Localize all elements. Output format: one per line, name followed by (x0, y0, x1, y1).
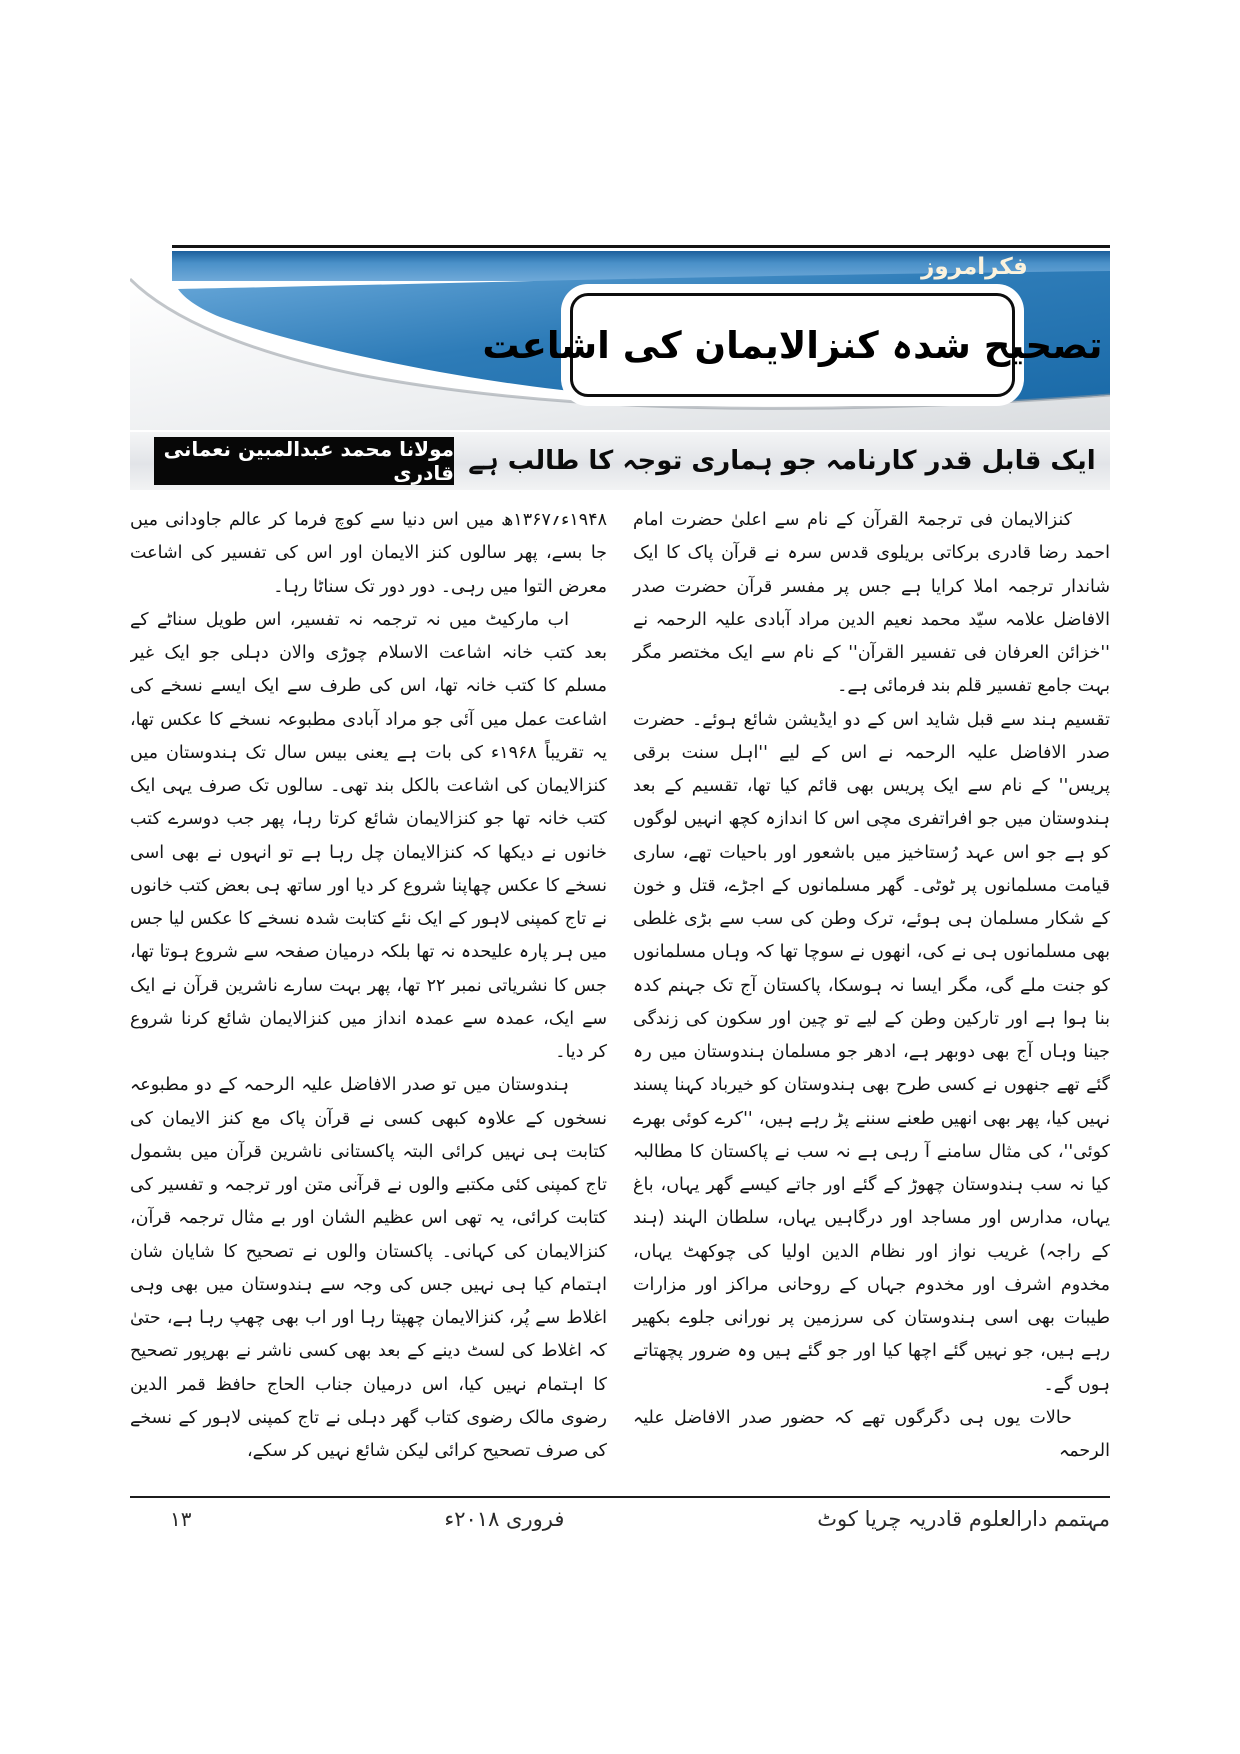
article-body (130, 504, 1110, 1486)
page-footer (130, 1496, 1110, 1531)
byline-strip (130, 432, 1110, 490)
masthead-label: فکرامروز (921, 254, 1028, 280)
footer-date: فروری ۲۰۱۸ء (444, 1507, 565, 1531)
article-title: تصحیح شدہ کنزالایمان کی اشاعت (482, 323, 1103, 367)
title-box (482, 293, 1103, 397)
paragraph: حالات یوں ہی دگرگوں تھے کہ حضور صدر الافاضل علیہ الرحمہ (633, 1407, 1110, 1461)
column-right (633, 504, 1110, 1486)
article-header-banner (130, 245, 1110, 430)
magazine-page (130, 245, 1110, 1531)
page-number: ۱۳ (170, 1507, 192, 1531)
paragraph: تقسیم ہند سے قبل شاید اس کے دو ایڈیشن شائع ہوئے۔ حضرت صدر الافاضل علیہ الرحمہ نے اس کے لیے ''اہل سنت برقی پریس'' کے نام سے ایک پریس بھی قائم کیا تھا، تقسیم کے بعد ہندوستان میں جو افراتفری مچی اس کا اندازہ کچھ انہیں لوگوں کو ہے جو اس عہد رُستاخیز میں باشعور اور باحیات تھے، ساری قیامت مسلمانوں پر ٹوٹی۔ گھر مسلمانوں کے اجڑے، قتل و خون کے شکار مسلمان ہی ہوئے، ترک وطن کی سب سے بڑی غلطی بھی مسلمانوں ہی نے کی، انھوں نے سوچا تھا کہ وہاں مسلمانوں کو جنت ملے گی، مگر ایسا نہ ہوسکا، پاکستان آج تک جہنم کدہ بنا ہوا ہے اور تارکین وطن کے لیے تو چین اور سکون کی زندگی جینا وہاں آج بھی دوبھر ہے، ادھر جو مسلمان ہندوستان میں رہ گئے تھے جنھوں نے کسی طرح بھی ہندوستان کو خیرباد کہنا پسند نہیں کیا، پھر بھی انھیں طعنے سننے پڑ رہے ہیں، ''کرے کوئی بھرے کوئی''، کی مثال سامنے آ رہی ہے نہ سب نے پاکستان کا مطالبہ کیا نہ سب ہندوستان چھوڑ کے گئے اور جاتے کیسے گھر یہاں، باغ یہاں، مدارس اور مساجد اور درگاہیں یہاں، سلطان الہند (ہند کے راجہ) غریب نواز اور نظام الدین اولیا کی چوکھٹ یہاں، مخدوم اشرف اور مخدوم جہاں کے روحانی مراکز اور مزارات طیبات بھی اسی ہندوستان کی سرزمین پر نورانی جلوے بکھیر رہے ہیں، جو نہیں گئے اچھا کیا اور جو گئے ہیں وہ ضرور پچھتاتے ہوں گے۔ (633, 709, 1110, 1395)
author-name-box: مولانا محمد عبدالمبین نعمانی قادری (154, 437, 454, 485)
footer-organization: مہتمم دارالعلوم قادریہ چریا کوٹ (817, 1507, 1110, 1531)
article-subtitle: ایک قابل قدر کارنامہ جو ہماری توجہ کا طالب ہے (468, 446, 1096, 476)
paragraph: ۱۹۴۸ء؍۱۳۶۷ھ میں اس دنیا سے کوچ فرما کر عالم جاودانی میں جا بسے، پھر سالوں کنز الایمان اور اس کی تفسیر کی اشاعت معرض التوا میں رہی۔ دور دور تک سناٹا رہا۔ (130, 510, 607, 597)
paragraph: کنزالایمان فی ترجمۃ القرآن کے نام سے اعلیٰ حضرت امام احمد رضا قادری برکاتی بریلوی قدس سرہ نے قرآن پاک کا ایک شاندار ترجمہ املا کرایا ہے جس پر مفسر قرآن حضرت صدر الافاضل علامہ سیّد محمد نعیم الدین مراد آبادی علیہ الرحمہ نے ''خزائن العرفان فی تفسیر القرآن'' کے نام سے ایک مختصر مگر بہت جامع تفسیر قلم بند فرمائی ہے۔ (633, 510, 1110, 697)
column-left (130, 504, 607, 1486)
paragraph: اب مارکیٹ میں نہ ترجمہ نہ تفسیر، اس طویل سناٹے کے بعد کتب خانہ اشاعت الاسلام چوڑی والان دہلی جو ایک غیر مسلم کا کتب خانہ تھا، اس کی طرف سے ایک ایسے نسخے کی اشاعت عمل میں آئی جو مراد آبادی مطبوعہ نسخے کا عکس تھا، یہ تقریباً ۱۹۶۸ء کی بات ہے یعنی بیس سال تک ہندوستان میں کنزالایمان کی اشاعت بالکل بند تھی۔ سالوں تک صرف یہی ایک کتب خانہ تھا جو کنزالایمان شائع کرتا رہا، پھر جب دوسرے کتب خانوں نے دیکھا کہ کنزالایمان چل رہا ہے تو انہوں نے بھی اسی نسخے کا عکس چھاپنا شروع کر دیا اور ساتھ ہی بعض کتب خانوں نے تاج کمپنی لاہور کے ایک نئے کتابت شدہ نسخے کا عکس لیا جس میں ہر پارہ علیحدہ نہ تھا بلکہ درمیان صفحہ سے شروع ہوتا تھا، جس کا نشریاتی نمبر ۲۲ تھا، پھر بہت سارے ناشرین قرآن نے ایک سے ایک، عمدہ سے عمدہ انداز میں کنزالایمان شائع کرنا شروع کر دیا۔ (130, 609, 607, 1062)
paragraph: ہندوستان میں تو صدر الافاضل علیہ الرحمہ کے دو مطبوعہ نسخوں کے علاوہ کبھی کسی نے قرآن پاک مع کنز الایمان کی کتابت ہی نہیں کرائی البتہ پاکستانی ناشرین قرآن میں بشمول تاج کمپنی کئی مکتبے والوں نے قرآنی متن اور ترجمہ و تفسیر کی کتابت کرائی، یہ تھی اس عظیم الشان اور بے مثال ترجمہ قرآن، کنزالایمان کی کہانی۔ پاکستان والوں نے تصحیح کا شایان شان اہتمام کیا ہی نہیں جس کی وجہ سے ہندوستان میں بھی وہی اغلاط سے پُر، کنزالایمان چھپتا رہا اور اب بھی چھپ رہا ہے، حتیٰ کہ اغلاط کی لسٹ دینے کے بعد بھی کسی ناشر نے بھرپور تصحیح کا اہتمام نہیں کیا، اس درمیان جناب الحاج حافظ قمر الدین رضوی مالک رضوی کتاب گھر دہلی نے تاج کمپنی لاہور کے نسخے کی صرف تصحیح کرائی لیکن شائع نہیں کر سکے، (130, 1075, 607, 1461)
